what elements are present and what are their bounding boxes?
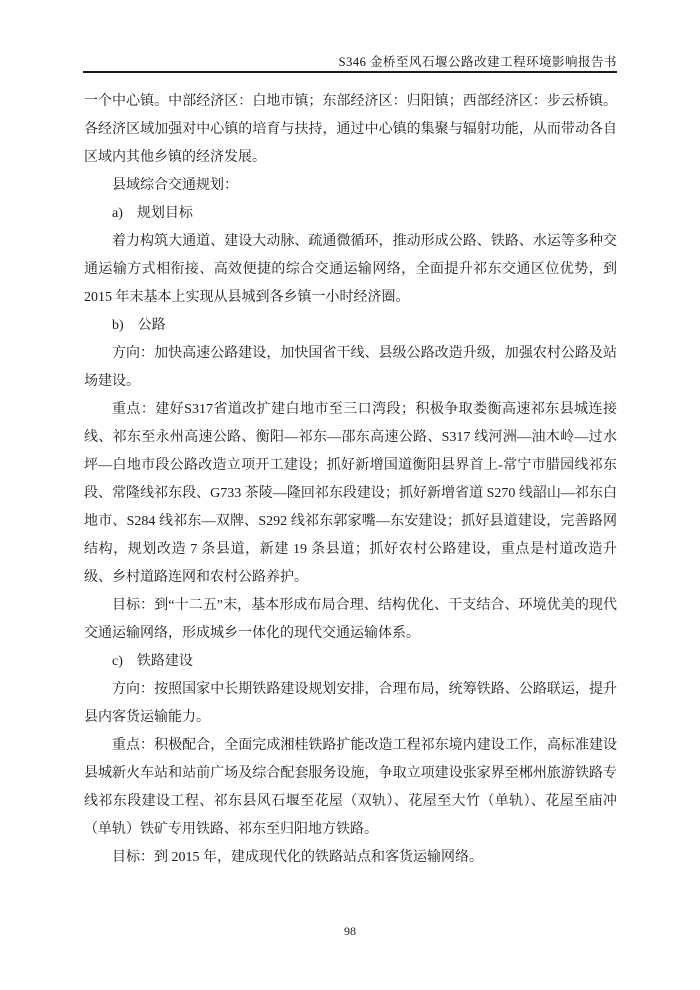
header-rule [83,71,617,73]
paragraph: 重点：积极配合，全面完成湘桂铁路扩能改造工程祁东境内建设工作，高标准建设县城新火车站和站前广场及综合配套服务设施，争取立项建设张家界至郴州旅游铁路专线祁东段建设工程、祁东县风石堰至花屋（双轨）、花屋至大竹（单轨）、花屋至庙冲（单轨）铁矿专用铁路、祁东至归阳地方铁路。 [84,738,617,837]
paragraph: 县域综合交通规划： [112,178,238,193]
document-body [84,88,617,872]
paragraph: 方向：按照国家中长期铁路建设规划安排，合理布局，统筹铁路、公路联运，提升县内客货运输能力。 [84,682,617,725]
paragraph: 目标：到 2015 年，建成现代化的铁路站点和客货运输网络。 [112,850,483,865]
paragraph: 方向：加快高速公路建设，加快国省干线、县级公路改造升级，加强农村公路及站场建设。 [84,346,617,389]
paragraph-heading-a: a) 规划目标 [112,206,193,221]
paragraph: 着力构筑大通道、建设大动脉、疏通微循环，推动形成公路、铁路、水运等多种交通运输方式相衔接、高效便捷的综合交通运输网络，全面提升祁东交通区位优势，到 2015 年末基本上实现从县城到各乡镇一小时经济圈。 [84,234,617,305]
paragraph: 目标：到“十二五”末，基本形成布局合理、结构优化、干支结合、环境优美的现代交通运输网络，形成城乡一体化的现代交通运输体系。 [84,598,617,641]
paragraph: 一个中心镇。中部经济区：白地市镇；东部经济区：归阳镇；西部经济区：步云桥镇。各经济区域加强对中心镇的培育与扶持，通过中心镇的集聚与辐射功能，从而带动各自区域内其他乡镇的经济发展。 [84,94,617,165]
paragraph: 重点：建好S317省道改扩建白地市至三口湾段；积极争取娄衡高速祁东县城连接线、祁东至永州高速公路、衡阳—祁东—邵东高速公路、S317 线河洲—油木岭—过水坪—白地市段公路改造立项开工建设；抓好新增国道衡阳县界首上-常宁市腊园线祁东段、常隆线祁东段、G733 茶陵—隆回祁东段建设；抓好新增省道 S270 线韶山—祁东白地市、S284 线祁东—双牌、S292 线祁东郭家嘴—东安建设；抓好县道建设，完善路网结构，规划改造 7 条县道，新建 19 条县道；抓好农村公路建设，重点是村道改造升级、乡村道路连网和农村公路养护。 [84,402,617,585]
page-number: 98 [344,924,356,938]
page-header-title: S346 金桥至风石堰公路改建工程环境影响报告书 [338,55,617,69]
paragraph-heading-b: b) 公路 [112,318,166,333]
paragraph-heading-c: c) 铁路建设 [112,654,193,669]
